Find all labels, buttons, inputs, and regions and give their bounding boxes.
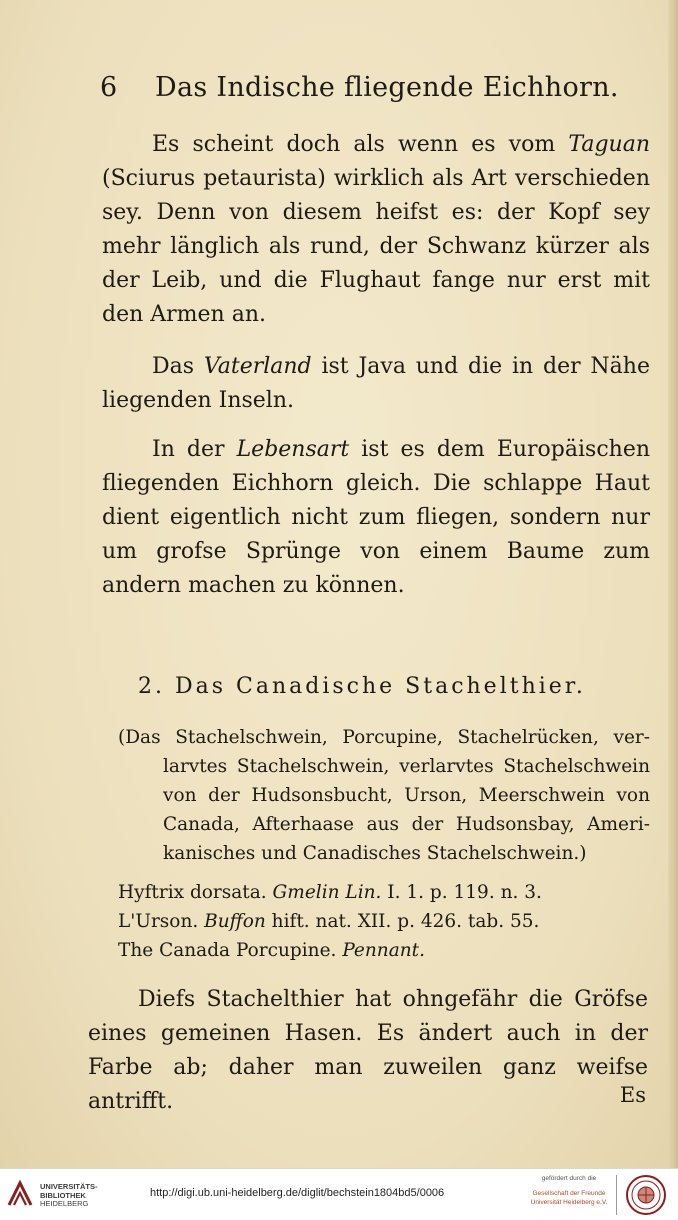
italic-vaterland: Vaterland [203, 354, 312, 379]
running-title: Das Indische fliegende Eichhorn. [155, 72, 619, 103]
section-heading: 2. Das Canadische Stachelthier. [138, 674, 586, 699]
paragraph-vaterland: Das Vaterland ist Java und die in der Nähe liegenden Inseln. [102, 354, 650, 413]
university-seal-icon [624, 1174, 668, 1216]
synonym-line: Canada, Afterhaase aus der Hudsonsbay, Ameri- [163, 814, 650, 835]
reference-line: The Canada Porcupine. Pennant. [118, 940, 425, 961]
footer-divider [616, 1175, 617, 1215]
synonym-line: (Das Stachelschwein, Porcupine, Stachelrücken, ver- [118, 727, 650, 748]
library-name: UNIVERSITÄTS- BIBLIOTHEK HEIDELBERG [40, 1182, 98, 1208]
synonym-line: larvtes Stachelschwein, verlarvtes Stachelschwein [163, 756, 650, 777]
permalink-url[interactable]: http://digi.ub.uni-heidelberg.de/diglit/bechstein1804bd5/0006 [150, 1187, 445, 1199]
page-edge-shadow [668, 0, 678, 1168]
sponsor-credit: gefördert durch die Gesellschaft der Freunde Universität Heidelberg e.V. [530, 1175, 608, 1206]
synonym-line: kanisches und Canadisches Stachelschwein.) [163, 843, 587, 864]
reference-line: Hyftrix dorsata. Gmelin Lin. I. 1. p. 119. n. 3. [118, 882, 542, 903]
viewer-footer [0, 1168, 678, 1220]
italic-taguan: Taguan [568, 132, 650, 157]
paragraph-description: Diefs Stachelthier hat ohngefähr die Gröfse eines gemeinen Hasen. Es ändert auch in der Farbe ab; daher man zuweilen ganz weifse antrifft. [88, 987, 648, 1114]
running-header [100, 72, 620, 103]
page-number: 6 [100, 72, 118, 103]
paragraph-taguan: Es scheint doch als wenn es vom Taguan (Sciurus petaurista) wirklich als Art verschieden sey. Denn von diesem heifst es: der Kopf sey mehr länglich als rund, der Schwanz kürzer als der Leib, und die Flughaut fange nur erst mit den Armen an. [102, 132, 650, 327]
synonym-line: von der Hudsonsbucht, Urson, Meerschwein von [163, 785, 650, 806]
reference-block [118, 878, 658, 965]
reference-line: L'Urson. Buffon hift. nat. XII. p. 426. tab. 55. [118, 911, 540, 932]
catchword: Es [619, 1083, 646, 1107]
italic-lebensart: Lebensart [236, 437, 350, 462]
synonym-block [118, 723, 650, 868]
paragraph-lebensart: In der Lebensart ist es dem Europäischen fliegenden Eichhorn gleich. Die schlappe Haut dient eigentlich nicht zum fliegen, sondern nur um grofse Sprünge von einem Baume zum andern machen zu können. [102, 437, 651, 598]
library-logo-icon [6, 1179, 34, 1209]
